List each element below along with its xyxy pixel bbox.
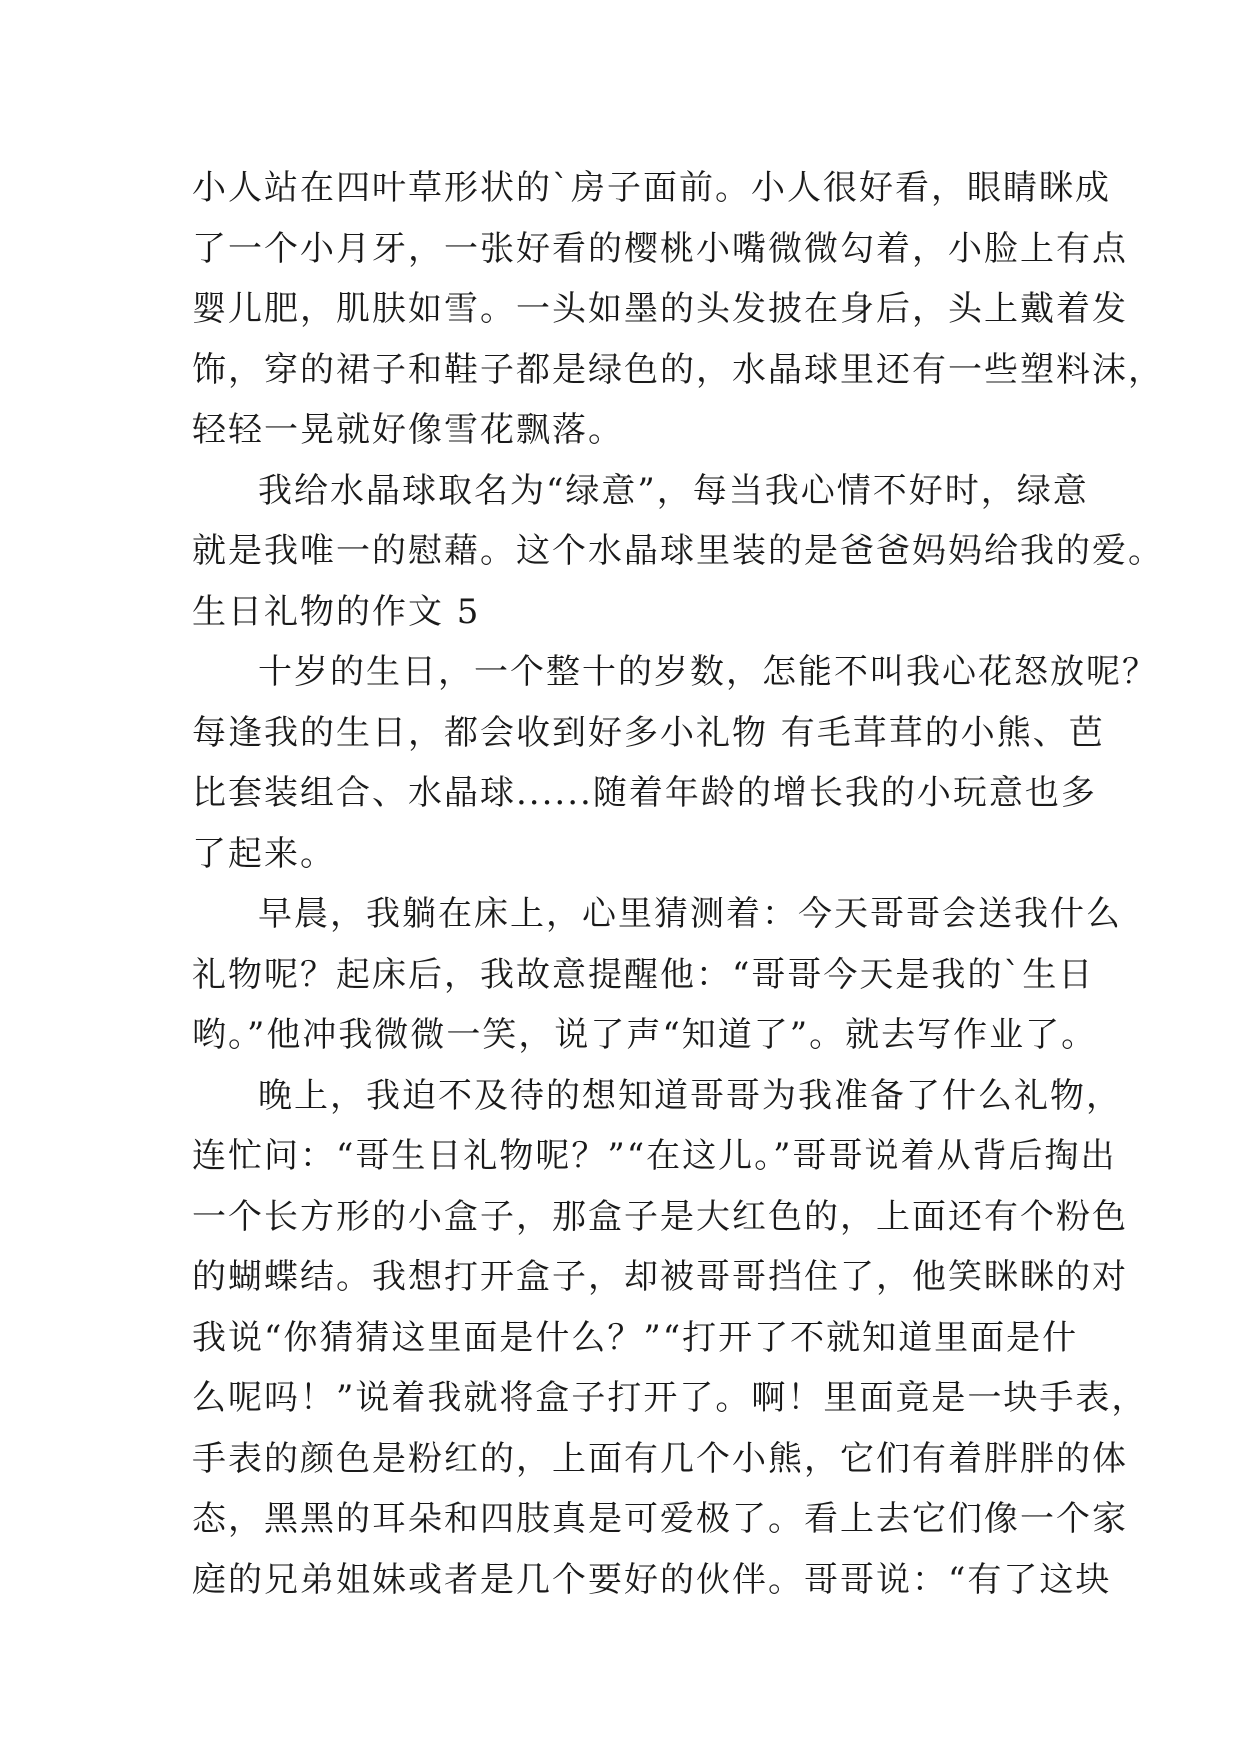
text-line: 小人站在四叶草形状的`房子面前。小人很好看，眼睛眯成 — [192, 168, 1111, 208]
text-line: 连忙问：“哥生日礼物呢？”“在这儿。”哥哥说着从背后掏出 — [192, 1136, 1117, 1176]
paragraph-start-line: 晚上，我迫不及待的想知道哥哥为我准备了什么礼物， — [258, 1075, 1122, 1116]
text-line: 礼物呢？起床后，我故意提醒他：“哥哥今天是我的`生日 — [192, 954, 1095, 995]
text-line: 么呢吗！”说着我就将盒子打开了。啊！里面竟是一块手表， — [192, 1378, 1148, 1418]
text-line: 饰，穿的裙子和鞋子都是绿色的，水晶球里还有一些塑料沫， — [192, 349, 1164, 390]
text-line: 态，黑黑的耳朵和四肢真是可爱极了。看上去它们像一个家 — [192, 1499, 1128, 1539]
text-line: 每逢我的生日，都会收到好多小礼物 有毛茸茸的小熊、芭 — [192, 712, 1105, 753]
paragraph-start-line: 早晨，我躺在床上，心里猜测着：今天哥哥会送我什么 — [258, 894, 1122, 934]
text-line: 婴儿肥，肌肤如雪。一头如墨的头发披在身后，头上戴着发 — [192, 289, 1128, 329]
text-line: 庭的兄弟姐妹或者是几个要好的伙伴。哥哥说：“有了这块 — [192, 1559, 1112, 1600]
text-line: 比套装组合、水晶球......随着年龄的增长我的小玩意也多 — [192, 773, 1097, 813]
text-line: 一个长方形的小盒子，那盒子是大红色的，上面还有个粉色 — [192, 1196, 1128, 1237]
text-line: 我说“你猜猜这里面是什么？”“打开了不就知道里面是什 — [192, 1317, 1079, 1358]
text-line: 手表的颜色是粉红的，上面有几个小熊，它们有着胖胖的体 — [192, 1438, 1128, 1479]
text-line: 了起来。 — [192, 833, 336, 874]
text-line: 就是我唯一的慰藉。这个水晶球里装的是爸爸妈妈给我的爱。 — [192, 531, 1164, 571]
text-line: 哟。”他冲我微微一笑，说了声“知道了”。就去写作业了。 — [192, 1015, 1098, 1055]
document-page — [192, 158, 1164, 1610]
paragraph-start-line: 我给水晶球取名为“绿意”，每当我心情不好时，绿意 — [258, 470, 1089, 511]
text-line: 了一个小月牙，一张好看的樱桃小嘴微微勾着，小脸上有点 — [192, 228, 1128, 269]
paragraph-start-line: 十岁的生日，一个整十的岁数，怎能不叫我心花怒放呢？ — [258, 652, 1158, 692]
text-line: 的蝴蝶结。我想打开盒子，却被哥哥挡住了，他笑眯眯的对 — [192, 1257, 1128, 1297]
section-heading: 生日礼物的作文 5 — [192, 591, 481, 632]
text-line: 轻轻一晃就好像雪花飘落。 — [192, 410, 624, 450]
